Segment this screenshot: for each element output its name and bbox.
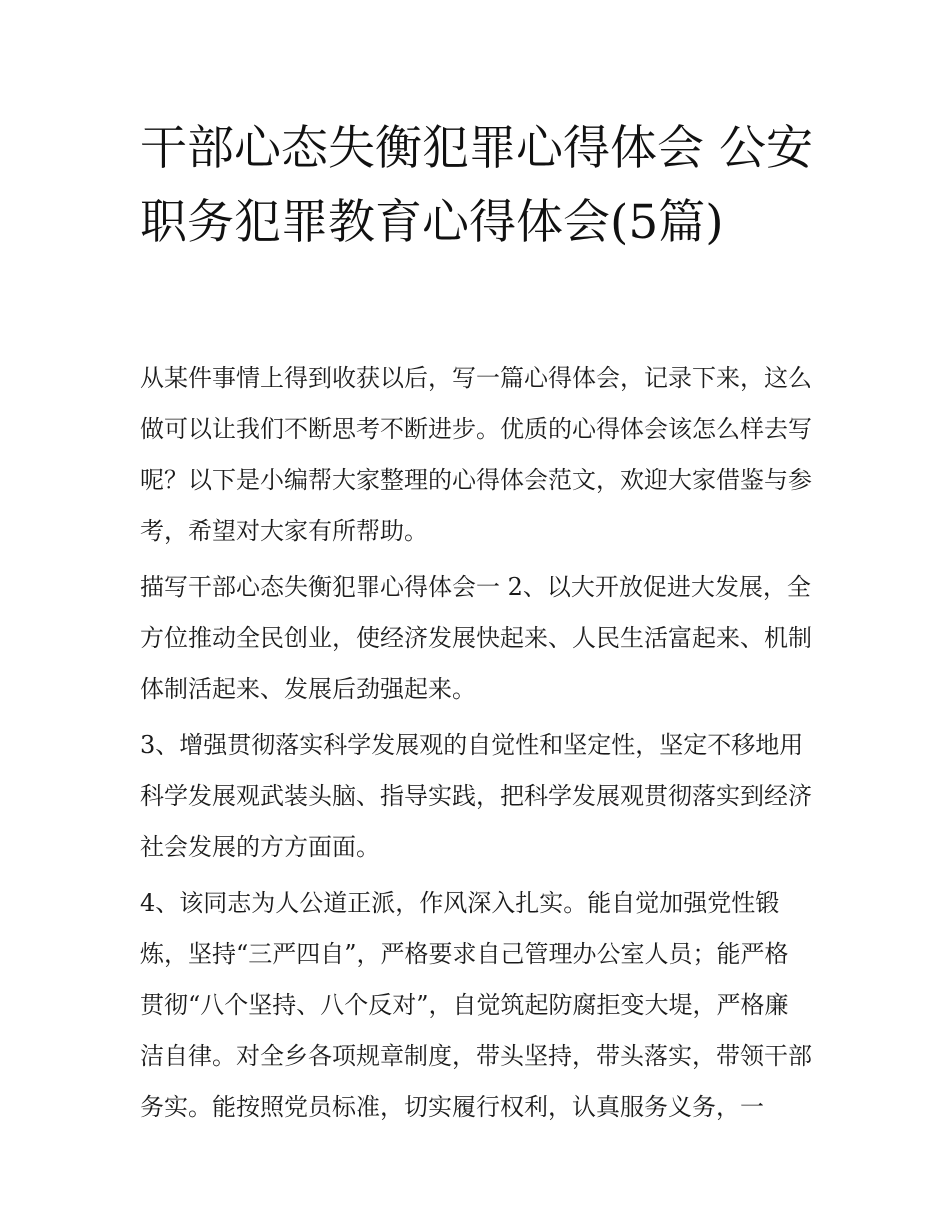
paragraph-2: 3、增强贯彻落实科学发展观的自觉性和坚定性，坚定不移地用科学发展观武装头脑、指导实践，把科学发展观贯彻落实到经济社会发展的方方面面。 (140, 731, 812, 861)
paragraph-3: 4、该同志为人公道正派，作风深入扎实。能自觉加强党性锻炼，坚持“三严四自”，严格要求自己管理办公室人员；能严格贯彻“八个坚持、八个反对”，自觉筑起防腐拒变大堤，严格廉洁自律。对全乡各项规章制度，带头坚持，带头落实，带领干部务实。能按照党员标准，切实履行权利，认真服务义务，一 (140, 889, 812, 1121)
paragraph-1: 描写干部心态失衡犯罪心得体会一 2、以大开放促进大发展，全方位推动全民创业，使经济发展快起来、人民生活富起来、机制体制活起来、发展后劲强起来。 (140, 573, 812, 703)
document-body (140, 353, 812, 1138)
paragraph-intro: 从某件事情上得到收获以后，写一篇心得体会，记录下来，这么做可以让我们不断思考不断进步。优质的心得体会该怎么样去写呢？以下是小编帮大家整理的心得体会范文，欢迎大家借鉴与参考，希望对大家有所帮助。 (140, 364, 812, 545)
document-title: 干部心态失衡犯罪心得体会 公安职务犯罪教育心得体会(5篇) (140, 121, 813, 250)
